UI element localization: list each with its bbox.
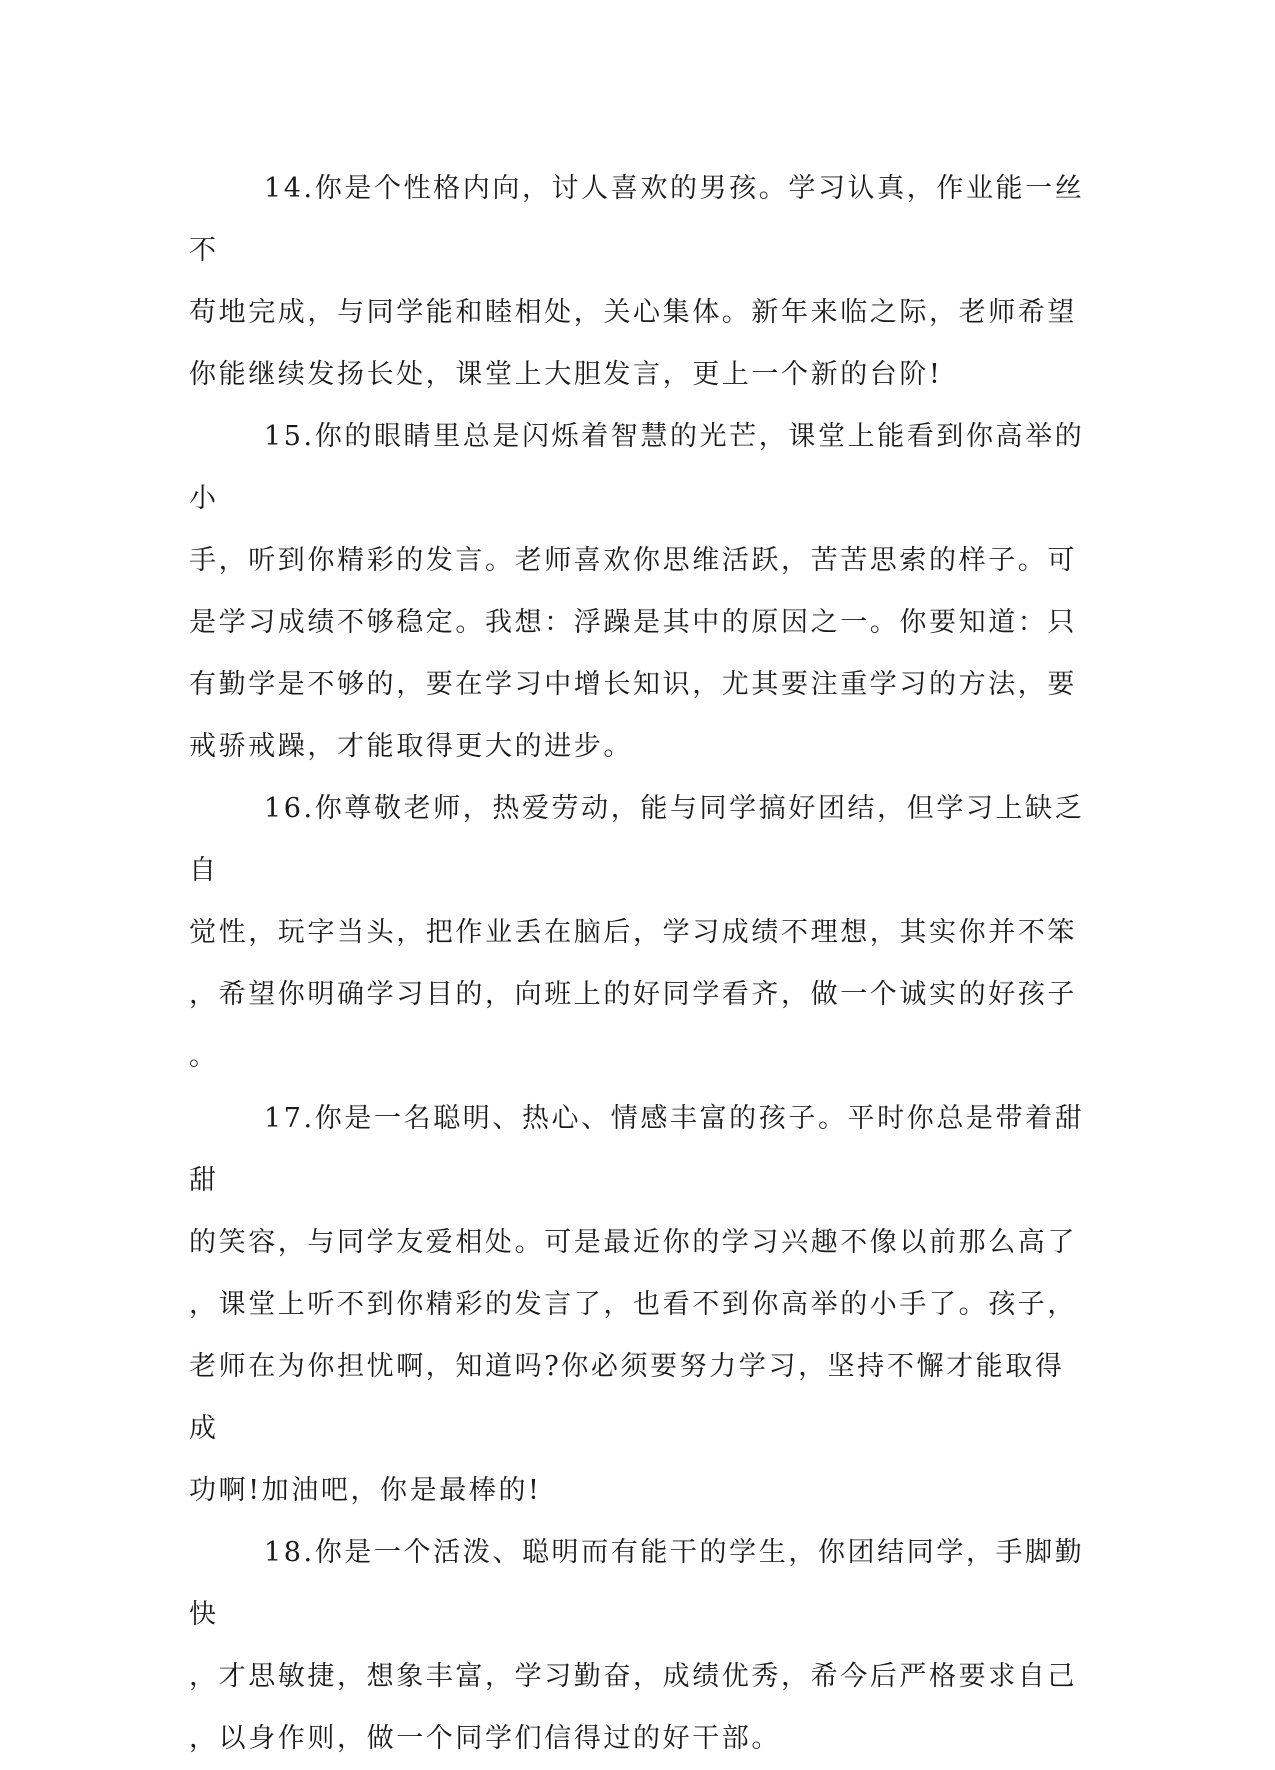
comment-paragraph-18: 18.你是一个活泼、聪明而有能干的学生，你团结同学，手脚勤快 ，才思敏捷，想象丰富，学习勤奋，成绩优秀，希今后严格要求自己 ，以身作则，做一个同学们信得过的好干部。 <box>189 1537 1085 1754</box>
document-body <box>189 158 1089 1770</box>
comment-paragraph-14: 14.你是个性格内向，讨人喜欢的男孩。学习认真，作业能一丝不 苟地完成，与同学能和睦相处，关心集体。新年来临之际，老师希望 你能继续发扬长处，课堂上大胆发言，更上一个新的台阶! <box>189 173 1085 390</box>
comment-paragraph-17: 17.你是一名聪明、热心、情感丰富的孩子。平时你总是带着甜甜 的笑容，与同学友爱相处。可是最近你的学习兴趣不像以前那么高了 ，课堂上听不到你精彩的发言了，也看不到你高举的小手了。孩子， 老师在为你担忧啊，知道吗?你必须要努力学习，坚持不懈才能取得成 功啊!加油吧，你是最棒的! <box>189 1103 1085 1506</box>
comment-paragraph-16: 16.你尊敬老师，热爱劳动，能与同学搞好团结，但学习上缺乏自 觉性，玩字当头，把作业丢在脑后，学习成绩不理想，其实你并不笨 ，希望你明确学习目的，向班上的好同学看齐，做一个诚实的好孩子 。 <box>189 793 1085 1072</box>
comment-paragraph-15: 15.你的眼睛里总是闪烁着智慧的光芒，课堂上能看到你高举的小 手，听到你精彩的发言。老师喜欢你思维活跃，苦苦思索的样子。可 是学习成绩不够稳定。我想：浮躁是其中的原因之一。你要知道：只 有勤学是不够的，要在学习中增长知识，尤其要注重学习的方法，要 戒骄戒躁，才能取得更大的进步。 <box>189 421 1085 762</box>
